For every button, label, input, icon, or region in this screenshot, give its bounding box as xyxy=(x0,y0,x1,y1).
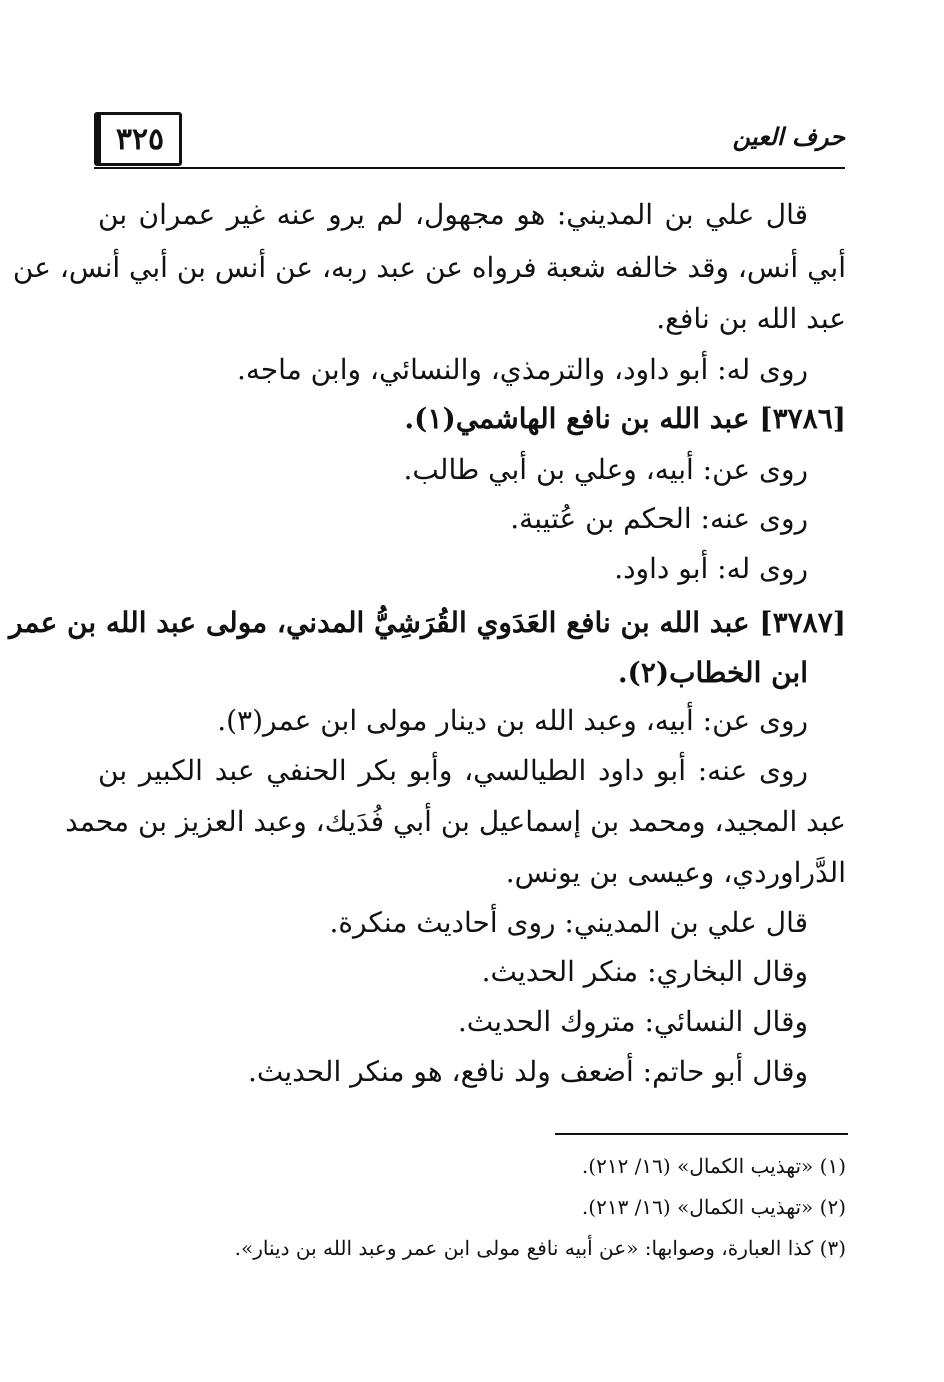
body-line: عبد الله بن نافع. xyxy=(656,302,846,335)
entry-heading-3787-cont: ابن الخطاب(٢). xyxy=(617,656,808,689)
footnote-3: (٣) كذا العبارة، وصوابها: «عن أبيه نافع مولى ابن عمر وعبد الله بن دينار». xyxy=(234,1236,846,1260)
body-line: روى له: أبو داود، والترمذي، والنسائي، وابن ماجه. xyxy=(236,353,808,386)
body-line: الدَّراوردي، وعيسى بن يونس. xyxy=(505,856,846,889)
body-line: وقال أبو حاتم: أضعف ولد نافع، هو منكر الحديث. xyxy=(247,1055,808,1088)
running-head: حرف العين xyxy=(732,122,845,151)
body-line: أبي أنس، وقد خالفه شعبة فرواه عن عبد ربه، عن أنس بن أبي أنس، عن xyxy=(12,251,846,284)
footnote-rule xyxy=(555,1133,848,1135)
body-line: وقال البخاري: منكر الحديث. xyxy=(481,955,808,988)
body-line: عبد المجيد، ومحمد بن إسماعيل بن أبي فُدَيك، وعبد العزيز بن محمد xyxy=(65,805,846,838)
footnote-2: (٢) «تهذيب الكمال» (١٦/ ٢١٣). xyxy=(581,1195,846,1219)
body-line: قال علي بن المديني: هو مجهول، لم يرو عنه غير عمران بن xyxy=(98,198,809,231)
body-line: روى عنه: أبو داود الطيالسي، وأبو بكر الحنفي عبد الكبير بن xyxy=(98,754,808,787)
footnote-1: (١) «تهذيب الكمال» (١٦/ ٢١٢). xyxy=(581,1154,846,1178)
body-line: روى عن: أبيه، وعبد الله بن دينار مولى ابن عمر(٣). xyxy=(217,704,808,737)
body-line: روى عنه: الحكم بن عُتيبة. xyxy=(510,502,808,535)
body-line: روى له: أبو داود. xyxy=(614,552,808,585)
page-header xyxy=(94,108,845,170)
entry-heading-3786: [٣٧٨٦] عبد الله بن نافع الهاشمي(١). xyxy=(404,402,846,435)
body-line: قال علي بن المديني: روى أحاديث منكرة. xyxy=(329,906,808,939)
body-line: وقال النسائي: متروك الحديث. xyxy=(457,1005,808,1038)
page-number: ٣٢٥ xyxy=(94,112,182,166)
header-rule xyxy=(94,167,845,169)
body-line: روى عن: أبيه، وعلي بن أبي طالب. xyxy=(403,453,808,486)
entry-heading-3787: [٣٧٨٧] عبد الله بن نافع العَدَوي القُرَشِيُّ المدني، مولى عبد الله بن عمر xyxy=(8,606,846,639)
